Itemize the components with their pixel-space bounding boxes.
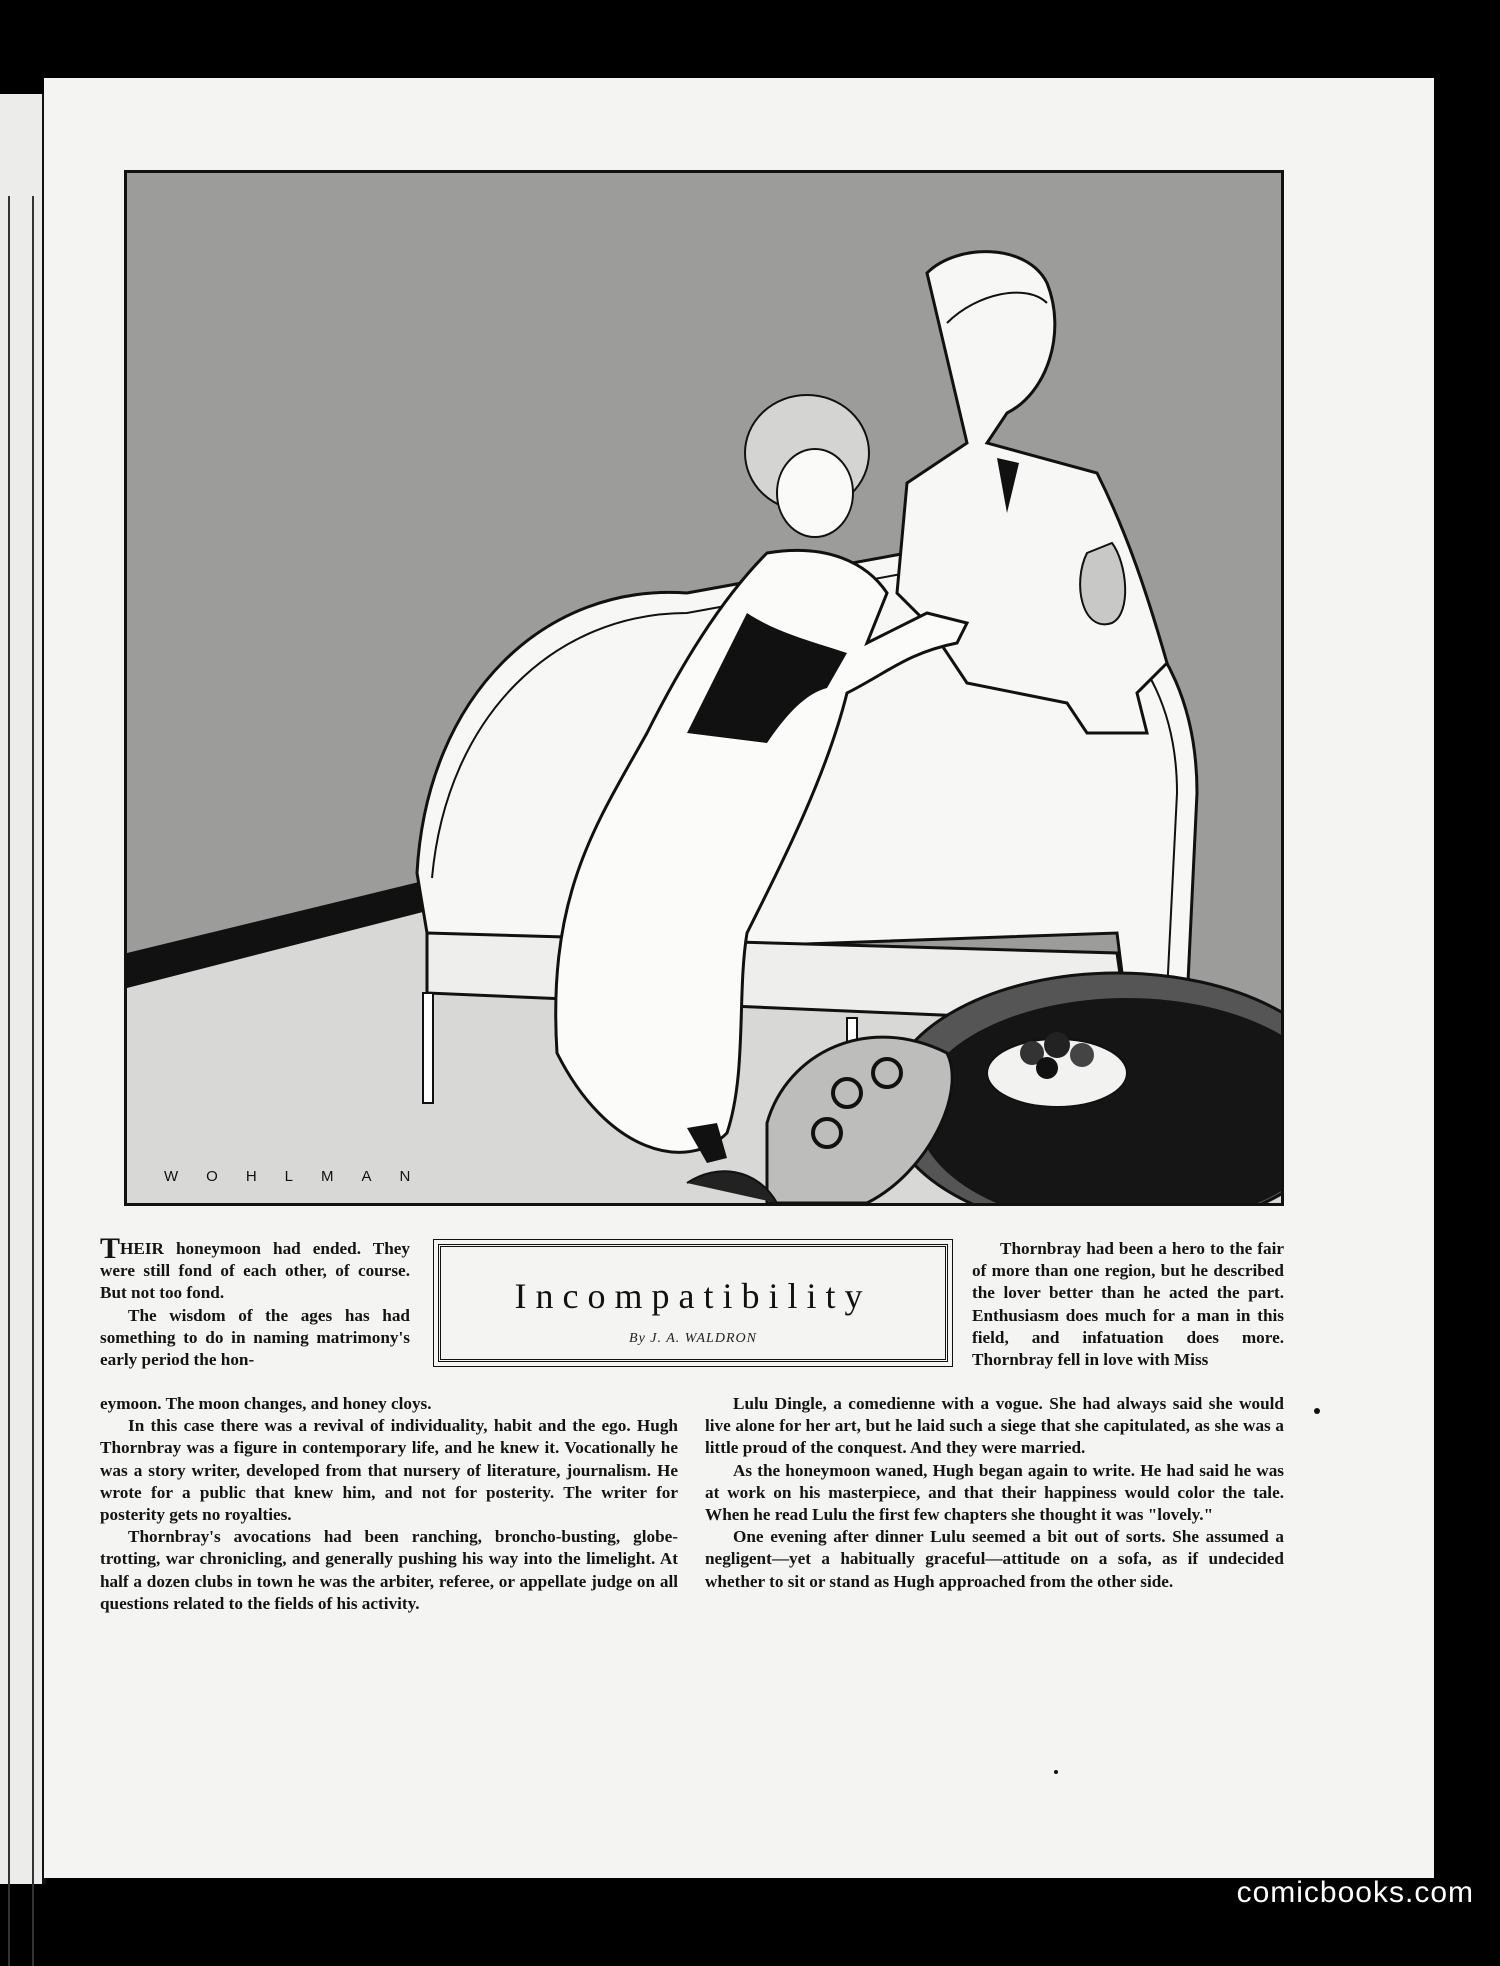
story-illustration: [124, 170, 1284, 1206]
paragraph: In this case there was a revival of individuality, habit and the ego. Hugh Thornbray was a figure in contemporary life, and he knew it. Vocationally he was a story writer, developed from that nursery of literature, journalism. He wrote for a public that knew him, and not for posterity. The writer for posterity gets no royalties.: [100, 1416, 678, 1525]
paragraph: Thornbray's avocations had been ranching, broncho-busting, globe-trotting, war chronicling, and generally pushing his way into the limelight. At half a dozen clubs in town he was the arbiter, referee, or appellate judge on all questions related to the fields of his activity.: [100, 1527, 678, 1613]
artist-signature: WOHLMAN: [164, 1168, 439, 1185]
drop-cap: T: [100, 1232, 121, 1265]
paragraph: eymoon. The moon changes, and honey cloys.: [100, 1394, 432, 1413]
article-title: Incompatibility: [514, 1276, 872, 1316]
paragraph: One evening after dinner Lulu seemed a bit out of sorts. She assumed a negligent—yet a habitually graceful—attitude on a sofa, as if undecided whether to sit or stand as Hugh approached from the other side.: [705, 1527, 1284, 1591]
paragraph: As the honeymoon waned, Hugh began again to write. He had said he was at work on his masterpiece, and that their happiness would color the tale. When he read Lulu the first few chapters she thought it was "lovely.": [705, 1460, 1284, 1525]
paragraph: Lulu Dingle, a comedienne with a vogue. She had always said she would live alone for her art, but he laid such a siege that she capitulated, as she was a little proud of the conquest. And they were married.: [705, 1394, 1284, 1458]
text-column-right: [705, 1393, 1284, 1593]
text-column-left-top: [100, 1232, 410, 1371]
title-box: [438, 1244, 948, 1362]
page-speck: [1314, 1408, 1320, 1414]
binding-spine: [0, 94, 46, 1884]
text-column-right-top: [972, 1238, 1284, 1371]
text-column-left: [100, 1393, 678, 1615]
article-byline: By J. A. WALDRON: [629, 1331, 757, 1346]
page-speck: [1054, 1770, 1058, 1774]
paragraph: The wisdom of the ages has had something to do in naming matrimony's early period the hon-: [100, 1305, 410, 1370]
site-watermark: comicbooks.com: [1236, 1876, 1474, 1909]
paragraph: Thornbray had been a hero to the fair of more than one region, but he described the lover better than he acted the part. Enthusiasm does much for a man in this field, and infatuation does more. Thornbray fell in love with Miss: [972, 1239, 1284, 1370]
paragraph: THEIR honeymoon had ended. They were still fond of each other, of course. But not too fond.: [100, 1232, 410, 1303]
